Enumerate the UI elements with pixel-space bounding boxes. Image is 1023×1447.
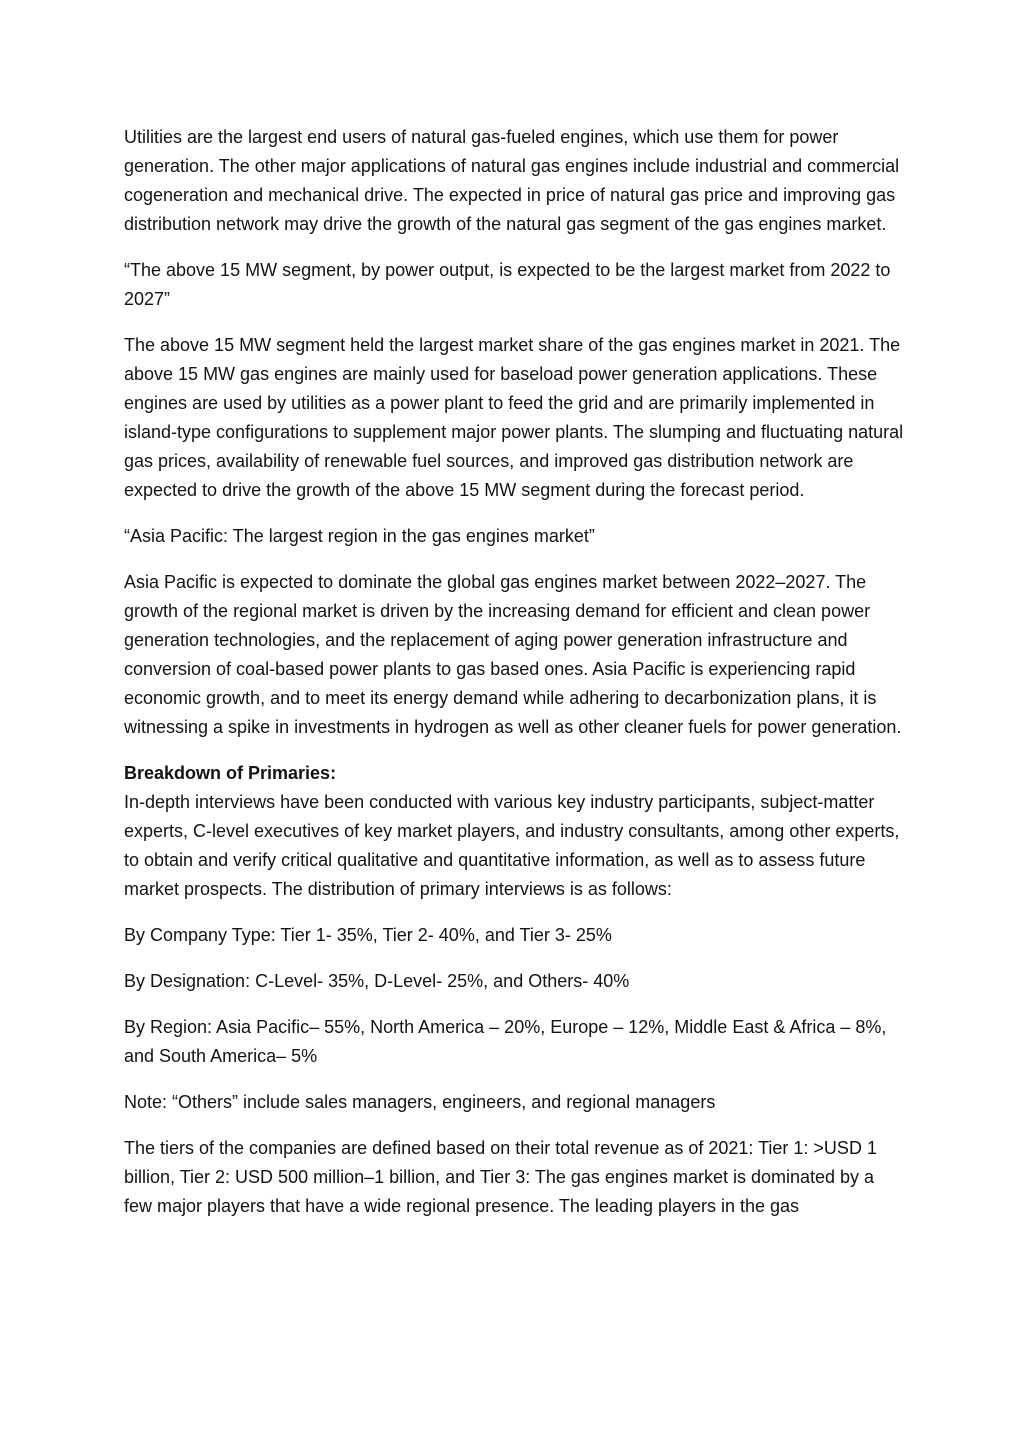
breakdown-region: By Region: Asia Pacific– 55%, North America – 20%, Europe – 12%, Middle East & Africa – 8%, and South America– 5% (124, 1017, 887, 1066)
paragraph-above-15mw-segment: The above 15 MW segment held the largest market share of the gas engines market in 2021. The above 15 MW gas engines are mainly used for baseload power generation applications. These engines are used by utilities as a power plant to feed the grid and are primarily implemented in island-type configurations to supplement major power plants. The slumping and fluctuating natural gas prices, availability of renewable fuel sources, and improved gas distribution network are expected to drive the growth of the above 15 MW segment during the forecast period. (124, 335, 904, 500)
heading-breakdown-of-primaries: Breakdown of Primaries: (124, 763, 337, 783)
note-others: Note: “Others” include sales managers, engineers, and regional managers (124, 1092, 716, 1112)
document-page (124, 123, 904, 1221)
breakdown-company-type: By Company Type: Tier 1- 35%, Tier 2- 40%, and Tier 3- 25% (124, 925, 612, 945)
quote-asia-pacific: “Asia Pacific: The largest region in the gas engines market” (124, 526, 595, 546)
paragraph-natural-gas-utilities: Utilities are the largest end users of natural gas-fueled engines, which use them for power generation. The other major applications of natural gas engines include industrial and commercial cogeneration and mechanical drive. The expected in price of natural gas price and improving gas distribution network may drive the growth of the natural gas segment of the gas engines market. (124, 127, 900, 234)
paragraph-in-depth-interviews: In-depth interviews have been conducted with various key industry participants, subject-matter experts, C-level executives of key market players, and industry consultants, among other experts, to obtain and verify critical qualitative and quantitative information, as well as to assess future market prospects. The distribution of primary interviews is as follows: (124, 792, 900, 899)
paragraph-asia-pacific: Asia Pacific is expected to dominate the global gas engines market between 2022–2027. The growth of the regional market is driven by the increasing demand for efficient and clean power generation technologies, and the replacement of aging power generation infrastructure and conversion of coal-based power plants to gas based ones. Asia Pacific is experiencing rapid economic growth, and to meet its energy demand while adhering to decarbonization plans, it is witnessing a spike in investments in hydrogen as well as other cleaner fuels for power generation. (124, 572, 902, 737)
paragraph-company-tiers: The tiers of the companies are defined based on their total revenue as of 2021: Tier 1: >USD 1 billion, Tier 2: USD 500 million–1 billion, and Tier 3: The gas engines market is dominated by a few major players that have a wide regional presence. The leading players in the gas (124, 1138, 877, 1216)
breakdown-designation: By Designation: C-Level- 35%, D-Level- 25%, and Others- 40% (124, 971, 630, 991)
quote-above-15mw: “The above 15 MW segment, by power output, is expected to be the largest market from 2022 to 2027” (124, 260, 891, 309)
